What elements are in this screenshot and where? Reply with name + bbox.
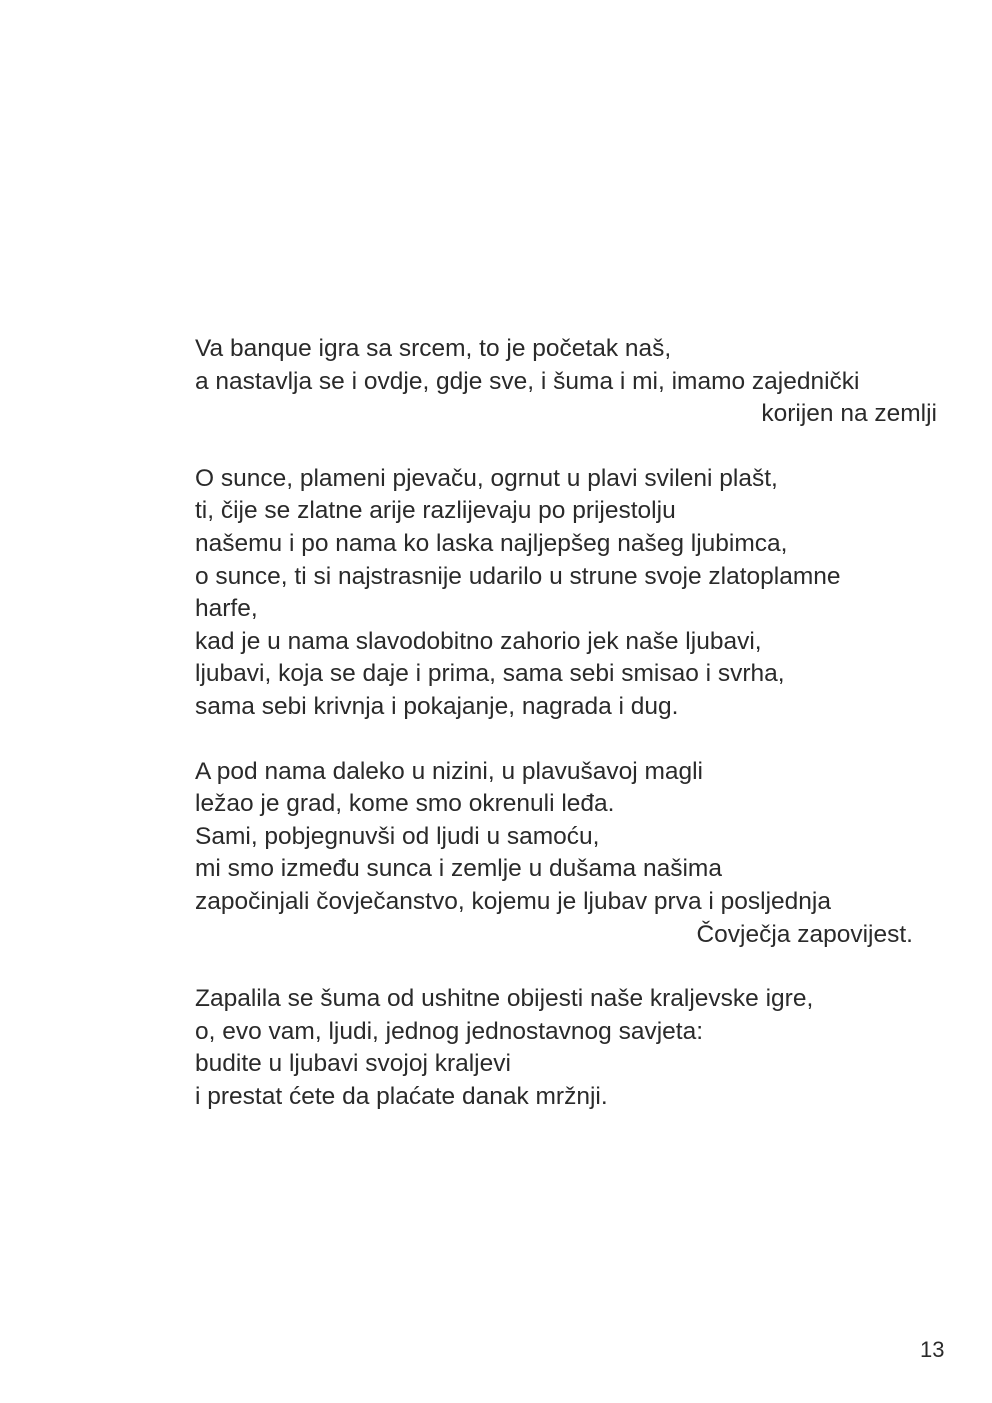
poem-line: ležao je grad, kome smo okrenuli leđa. [195, 790, 615, 818]
poem-line: i prestat ćete da plaćate danak mržnji. [195, 1082, 608, 1110]
stanza-2 [195, 463, 955, 724]
stanza-3 [195, 756, 955, 952]
poem-line: o, evo vam, ljudi, jednog jednostavnog savjeta: [195, 1017, 704, 1045]
poem-line: a nastavlja se i ovdje, gdje sve, i šuma i mi, imamo zajednički [195, 367, 860, 395]
poem-line: harfe, [195, 595, 258, 623]
poem-line: A pod nama daleko u nizini, u plavušavoj magli [195, 757, 704, 785]
stanza-4 [195, 983, 955, 1113]
poem-line: ti, čije se zlatne arije razlijevaju po prijestolju [195, 497, 676, 525]
poem-line: Zapalila se šuma od ushitne obijesti naše kraljevske igre, [195, 985, 814, 1013]
poem-line: našemu i po nama ko laska najljepšeg našeg ljubimca, [195, 529, 788, 557]
poem-line: budite u ljubavi svojoj kraljevi [195, 1050, 511, 1078]
poem-line: o sunce, ti si najstrasnije udarilo u strune svoje zlatoplamne [195, 562, 841, 590]
poem-line: sama sebi krivnja i pokajanje, nagrada i dug. [195, 692, 679, 720]
poem-line-continuation: Čovječja zapovijest. [696, 920, 913, 948]
poem-line: O sunce, plameni pjevaču, ogrnut u plavi svileni plašt, [195, 464, 778, 492]
poem-line: ljubavi, koja se daje i prima, sama sebi smisao i svrha, [195, 660, 785, 688]
poem-line: mi smo između sunca i zemlje u dušama našima [195, 855, 722, 883]
poem-line-continuation: korijen na zemlji [761, 400, 937, 428]
poem-line: započinjali čovječanstvo, kojemu je ljubav prva i posljednja [195, 887, 831, 915]
stanza-1 [195, 333, 955, 431]
poem-line: kad je u nama slavodobitno zahorio jek naše ljubavi, [195, 627, 762, 655]
poem-line: Sami, pobjegnuvši od ljudi u samoću, [195, 822, 600, 850]
poem-body [195, 333, 955, 1145]
poem-line: Va banque igra sa srcem, to je početak naš, [195, 335, 672, 362]
page-number: 13 [920, 1337, 945, 1362]
